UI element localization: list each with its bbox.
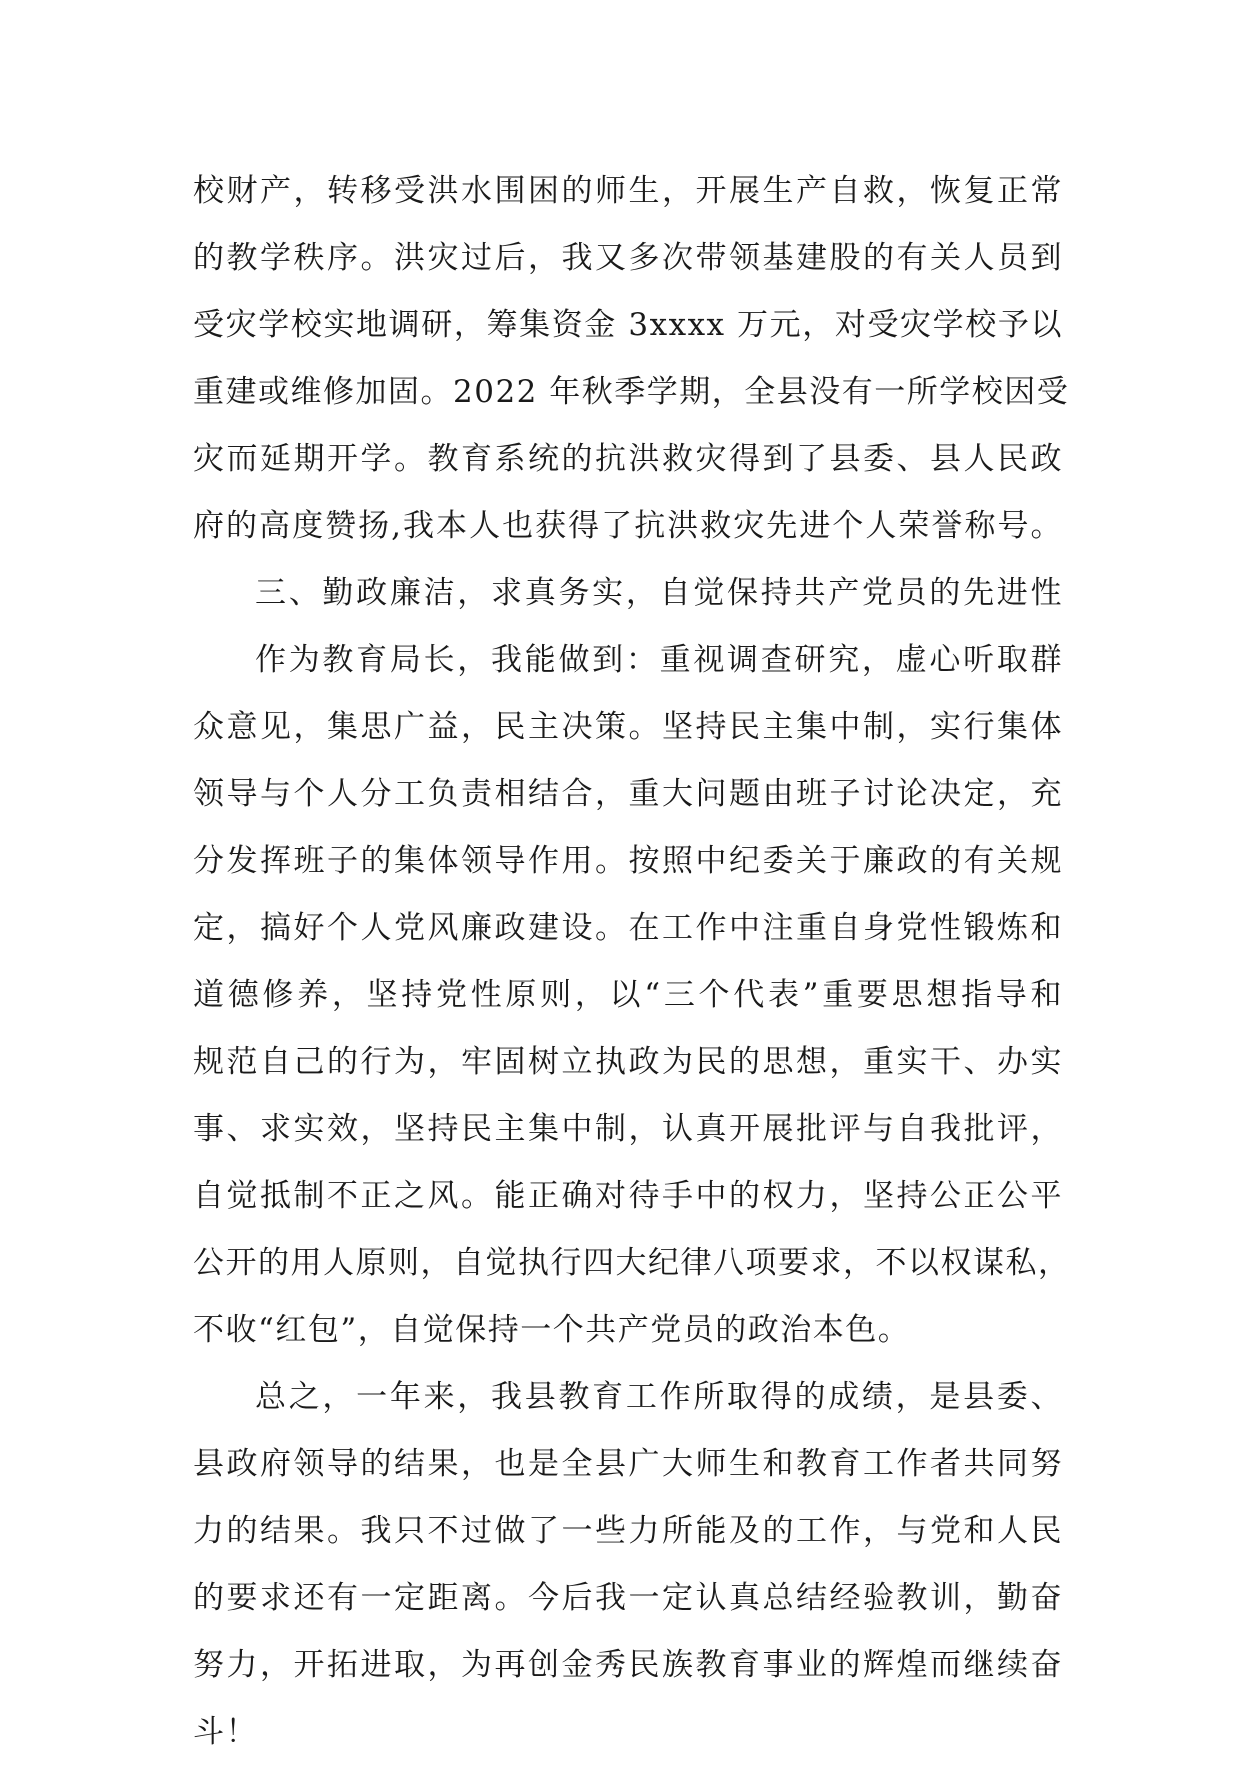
text-line: 作为教育局长，我能做到：重视调查研究，虚心听取群: [255, 642, 1063, 678]
text-line: 三、勤政廉洁，求真务实，自觉保持共产党员的先进性: [255, 575, 1063, 611]
text-line: 的要求还有一定距离。今后我一定认真总结经验教训，勤奋: [193, 1580, 1063, 1616]
text-line: 灾而延期开学。教育系统的抗洪救灾得到了县委、县人民政: [193, 441, 1063, 477]
text-line: 的教学秩序。洪灾过后，我又多次带领基建股的有关人员到: [193, 240, 1063, 276]
text-line: 力的结果。我只不过做了一些力所能及的工作，与党和人民: [193, 1513, 1063, 1549]
text-line: 规范自己的行为，牢固树立执政为民的思想，重实干、办实: [193, 1044, 1063, 1080]
document-body: [193, 158, 1071, 1766]
text-line: 定，搞好个人党风廉政建设。在工作中注重自身党性锻炼和: [193, 910, 1063, 946]
text-line: 努力，开拓进取，为再创金秀民族教育事业的辉煌而继续奋: [193, 1647, 1063, 1683]
text-line: 府的高度赞扬,我本人也获得了抗洪救灾先进个人荣誉称号。: [193, 508, 1063, 544]
text-line: 校财产，转移受洪水围困的师生，开展生产自救，恢复正常: [193, 173, 1063, 209]
text-line: 道德修养，坚持党性原则，以“三个代表”重要思想指导和: [193, 977, 1063, 1013]
text-line: 重建或维修加固。2022 年秋季学期，全县没有一所学校因受: [193, 374, 1070, 410]
text-line: 县政府领导的结果，也是全县广大师生和教育工作者共同努: [193, 1446, 1063, 1482]
text-line: 总之，一年来，我县教育工作所取得的成绩，是县委、: [255, 1379, 1063, 1415]
text-line: 事、求实效，坚持民主集中制，认真开展批评与自我批评，: [193, 1111, 1063, 1147]
text-line: 领导与个人分工负责相结合，重大问题由班子讨论决定，充: [193, 776, 1063, 812]
text-line: 斗！: [193, 1714, 258, 1750]
text-line: 自觉抵制不正之风。能正确对待手中的权力，坚持公正公平: [193, 1178, 1063, 1214]
text-line: 不收“红包”，自觉保持一个共产党员的政治本色。: [193, 1312, 911, 1348]
text-line: 公开的用人原则，自觉执行四大纪律八项要求，不以权谋私，: [193, 1245, 1071, 1281]
text-line: 分发挥班子的集体领导作用。按照中纪委关于廉政的有关规: [193, 843, 1063, 879]
text-line: 众意见，集思广益，民主决策。坚持民主集中制，实行集体: [193, 709, 1063, 745]
text-line: 受灾学校实地调研，筹集资金 3xxxx 万元，对受灾学校予以: [193, 307, 1063, 343]
